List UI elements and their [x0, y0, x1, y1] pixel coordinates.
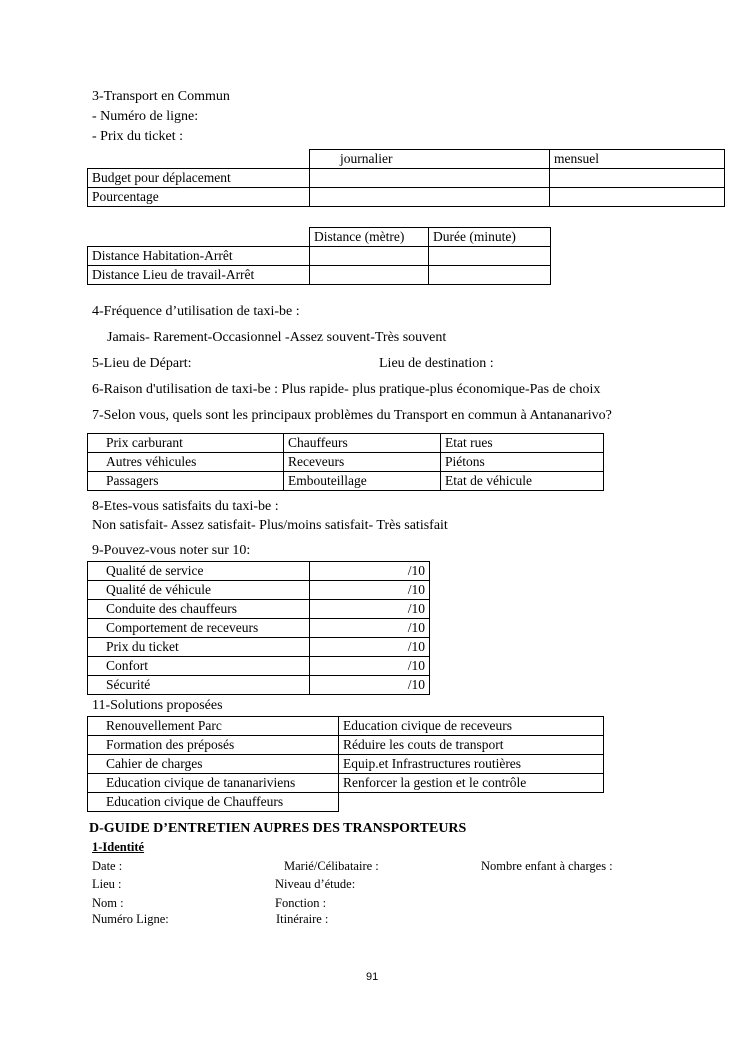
table-cell: Chauffeurs	[284, 434, 441, 453]
table-row	[88, 434, 604, 453]
line-number-item: - Numéro de ligne:	[92, 109, 199, 124]
table-row	[88, 600, 430, 619]
table-row	[88, 188, 725, 207]
education-level-label: Niveau d’étude:	[275, 877, 356, 891]
date-label: Date :	[92, 859, 123, 873]
rating-criterion: Conduite des chauffeurs	[88, 600, 310, 619]
table-row	[88, 453, 604, 472]
section-d-title: D-GUIDE D’ENTRETIEN AUPRES DES TRANSPORTEURS	[89, 821, 467, 836]
section-3-title: 3-Transport en Commun	[92, 89, 230, 104]
table-cell: Embouteillage	[284, 472, 441, 491]
rating-criterion: Prix du ticket	[88, 638, 310, 657]
table-cell[interactable]	[429, 266, 551, 285]
table-cell: Prix carburant	[88, 434, 284, 453]
table-cell[interactable]	[310, 247, 429, 266]
table-row	[88, 793, 604, 812]
line-number-label: Numéro Ligne:	[92, 912, 169, 926]
function-label: Fonction :	[275, 896, 327, 910]
itinerary-label: Itinéraire :	[276, 912, 329, 926]
table-header: Distance (mètre)	[310, 228, 429, 247]
table-cell[interactable]	[310, 188, 550, 207]
rating-score[interactable]: /10	[310, 676, 430, 695]
table-row	[88, 717, 604, 736]
row-label: Budget pour déplacement	[88, 169, 310, 188]
budget-table	[87, 149, 725, 207]
table-row	[88, 562, 430, 581]
table-header: journalier	[310, 150, 550, 169]
section-4-question: 4-Fréquence d’utilisation de taxi-be :	[92, 304, 300, 319]
rating-criterion: Confort	[88, 657, 310, 676]
table-cell[interactable]	[550, 188, 725, 207]
rating-score[interactable]: /10	[310, 581, 430, 600]
table-cell: Cahier de charges	[88, 755, 339, 774]
solutions-table	[87, 716, 604, 812]
table-cell: Etat de véhicule	[441, 472, 604, 491]
table-row	[88, 638, 430, 657]
section-8-question: 8-Etes-vous satisfaits du taxi-be :	[92, 499, 279, 514]
rating-criterion: Qualité de service	[88, 562, 310, 581]
rating-score[interactable]: /10	[310, 600, 430, 619]
table-cell: Receveurs	[284, 453, 441, 472]
table-cell	[339, 793, 604, 812]
table-row	[88, 676, 430, 695]
table-row	[88, 755, 604, 774]
rating-score[interactable]: /10	[310, 657, 430, 676]
identity-subtitle: 1-Identité	[92, 840, 145, 854]
table-cell: Equip.et Infrastructures routières	[339, 755, 604, 774]
destination-label: Lieu de destination :	[379, 356, 494, 371]
section-8-answers: Non satisfait- Assez satisfait- Plus/moins satisfait- Très satisfait	[92, 518, 448, 533]
table-row	[88, 266, 551, 285]
section-11-title: 11-Solutions proposées	[92, 698, 223, 713]
problems-table	[87, 433, 604, 491]
table-cell[interactable]	[550, 169, 725, 188]
table-row	[88, 228, 551, 247]
row-label: Pourcentage	[88, 188, 310, 207]
table-row	[88, 169, 725, 188]
departure-label: 5-Lieu de Départ:	[92, 356, 192, 371]
table-cell: Réduire les couts de transport	[339, 736, 604, 755]
name-label: Nom :	[92, 896, 124, 910]
table-cell: Education civique de Chauffeurs	[88, 793, 339, 812]
table-cell: Formation des préposés	[88, 736, 339, 755]
rating-criterion: Sécurité	[88, 676, 310, 695]
table-cell	[88, 150, 310, 169]
table-header: mensuel	[550, 150, 725, 169]
rating-criterion: Comportement de receveurs	[88, 619, 310, 638]
table-cell: Education civique de tananariviens	[88, 774, 339, 793]
distance-table	[87, 227, 551, 285]
table-header: Durée (minute)	[429, 228, 551, 247]
place-label: Lieu :	[92, 877, 122, 891]
rating-score[interactable]: /10	[310, 562, 430, 581]
row-label: Distance Habitation-Arrêt	[88, 247, 310, 266]
ticket-price-item: - Prix du ticket :	[92, 129, 183, 144]
rating-score[interactable]: /10	[310, 638, 430, 657]
rating-table	[87, 561, 430, 695]
children-count-label: Nombre enfant à charges :	[481, 859, 613, 873]
section-6-text: 6-Raison d'utilisation de taxi-be : Plus rapide- plus pratique-plus économique-Pas de choix	[92, 382, 601, 397]
table-cell: Piétons	[441, 453, 604, 472]
table-cell[interactable]	[429, 247, 551, 266]
section-9-question: 9-Pouvez-vous noter sur 10:	[92, 543, 251, 558]
table-cell[interactable]	[310, 169, 550, 188]
table-cell: Etat rues	[441, 434, 604, 453]
table-cell: Education civique de receveurs	[339, 717, 604, 736]
table-row	[88, 247, 551, 266]
marital-status-label: Marié/Célibataire :	[284, 859, 379, 873]
section-7-question: 7-Selon vous, quels sont les principaux problèmes du Transport en commun à Antananarivo?	[92, 408, 612, 423]
table-row	[88, 472, 604, 491]
table-row	[88, 736, 604, 755]
row-label: Distance Lieu de travail-Arrêt	[88, 266, 310, 285]
table-row	[88, 657, 430, 676]
section-4-answers: Jamais- Rarement-Occasionnel -Assez souvent-Très souvent	[107, 330, 447, 345]
table-row	[88, 150, 725, 169]
table-row	[88, 619, 430, 638]
table-cell: Renouvellement Parc	[88, 717, 339, 736]
table-cell: Passagers	[88, 472, 284, 491]
table-cell: Autres véhicules	[88, 453, 284, 472]
page-number: 91	[366, 971, 379, 983]
table-cell	[88, 228, 310, 247]
table-row	[88, 774, 604, 793]
table-cell: Renforcer la gestion et le contrôle	[339, 774, 604, 793]
table-row	[88, 581, 430, 600]
rating-score[interactable]: /10	[310, 619, 430, 638]
rating-criterion: Qualité de véhicule	[88, 581, 310, 600]
table-cell[interactable]	[310, 266, 429, 285]
